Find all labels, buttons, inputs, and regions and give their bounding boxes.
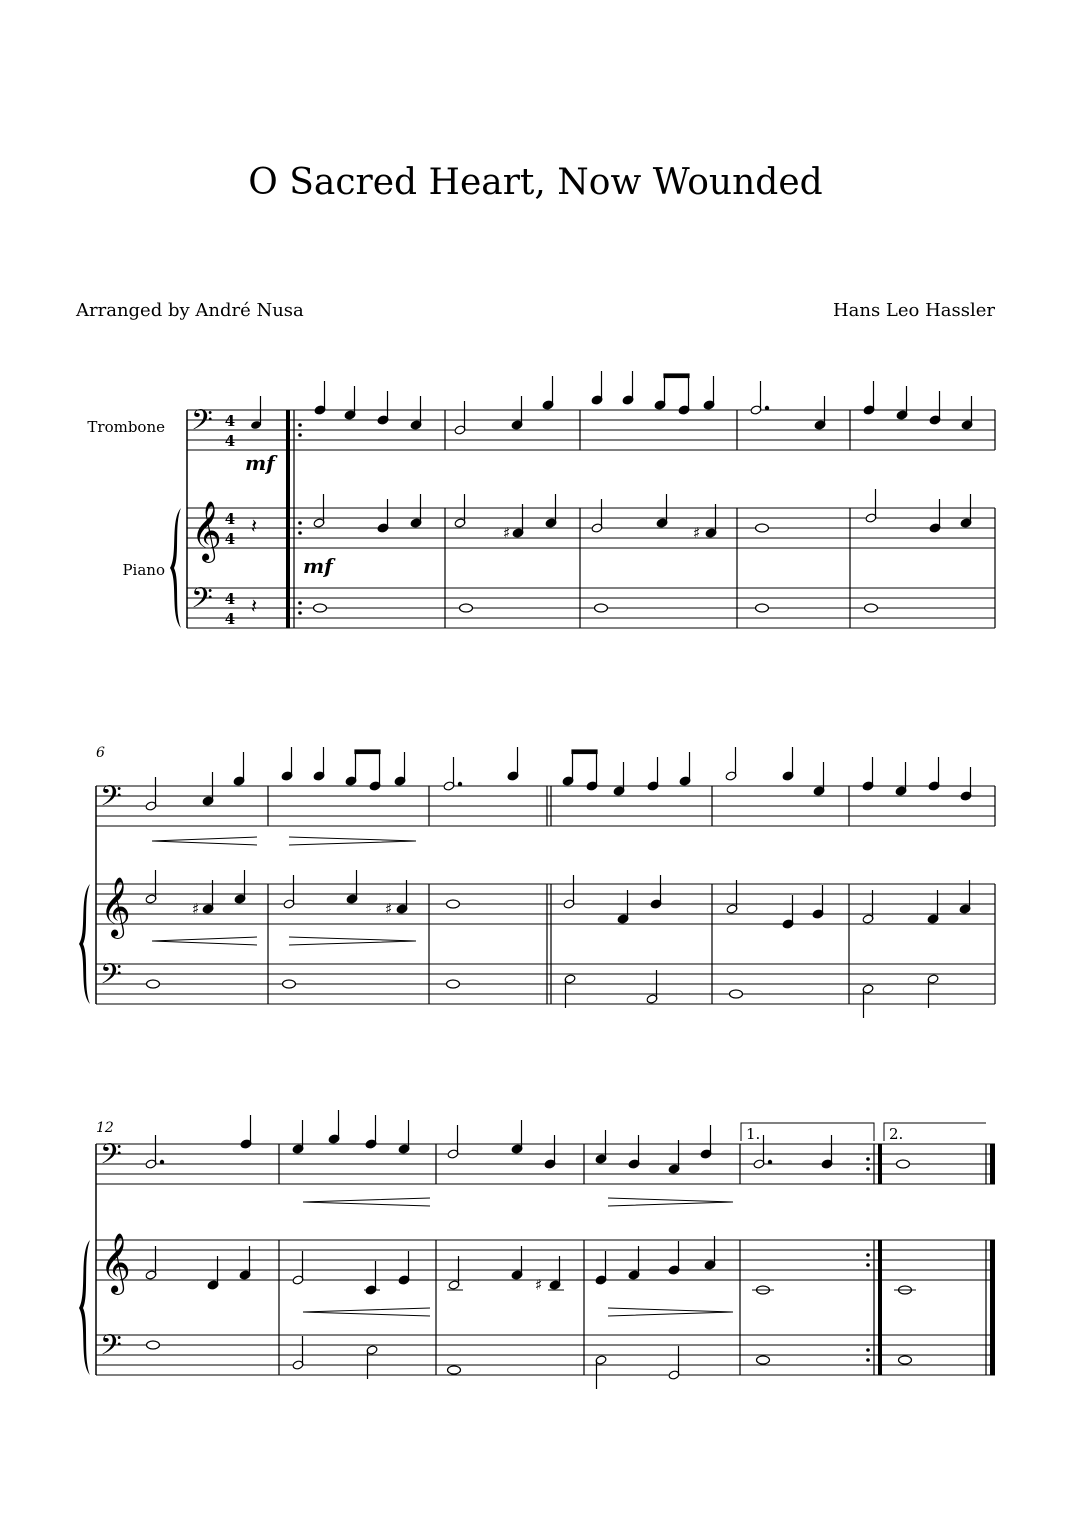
trombone-label: Trombone [87,418,165,436]
time-signature-bottom: 4 [224,610,236,628]
bass-clef-icon: 𝄢 [100,958,122,998]
measure-number: 6 [96,745,105,761]
first-ending: 1. [746,1125,761,1143]
system-3 [79,1110,995,1389]
quarter-rest-icon: 𝄽 [251,594,258,618]
start-repeat [286,410,302,628]
time-signature-top: 4 [224,590,236,608]
score-title: O Sacred Heart, Now Wounded [248,162,823,203]
dynamic-mf: mf [303,554,333,578]
time-signature-top: 4 [224,412,236,430]
piano-brace-icon [79,1240,90,1375]
piano-brace-icon [170,508,181,628]
sharp-icon: ♯ [385,900,393,918]
bass-clef-icon: 𝄢 [100,1329,122,1369]
quarter-rest-icon: 𝄽 [251,514,258,538]
bass-clef-icon: 𝄢 [191,404,213,444]
trombone-staff-1 [187,410,995,450]
piano-label: Piano [122,561,165,579]
treble-clef-icon: 𝄞 [100,877,131,937]
treble-clef-icon: 𝄞 [100,1233,131,1293]
composer-credit: Hans Leo Hassler [832,300,995,321]
system-1 [87,371,995,628]
sharp-icon: ♯ [192,900,200,918]
bass-clef-icon: 𝄢 [100,780,122,820]
sharp-icon: ♯ [693,524,701,542]
sharp-icon: ♯ [503,524,511,542]
piano-brace-icon [79,884,90,1004]
dynamic-mf: mf [245,451,275,475]
time-signature-bottom: 4 [224,432,236,450]
arranger-credit: Arranged by André Nusa [76,300,304,321]
second-ending: 2. [889,1125,904,1143]
system-2 [79,745,995,1018]
measure-number: 12 [96,1120,114,1136]
time-signature-bottom: 4 [224,530,236,548]
bass-clef-icon: 𝄢 [191,582,213,622]
time-signature-top: 4 [224,510,236,528]
sharp-icon: ♯ [535,1276,543,1294]
bass-clef-icon: 𝄢 [100,1138,122,1178]
treble-clef-icon: 𝄞 [191,501,222,561]
hairpins [152,837,416,845]
